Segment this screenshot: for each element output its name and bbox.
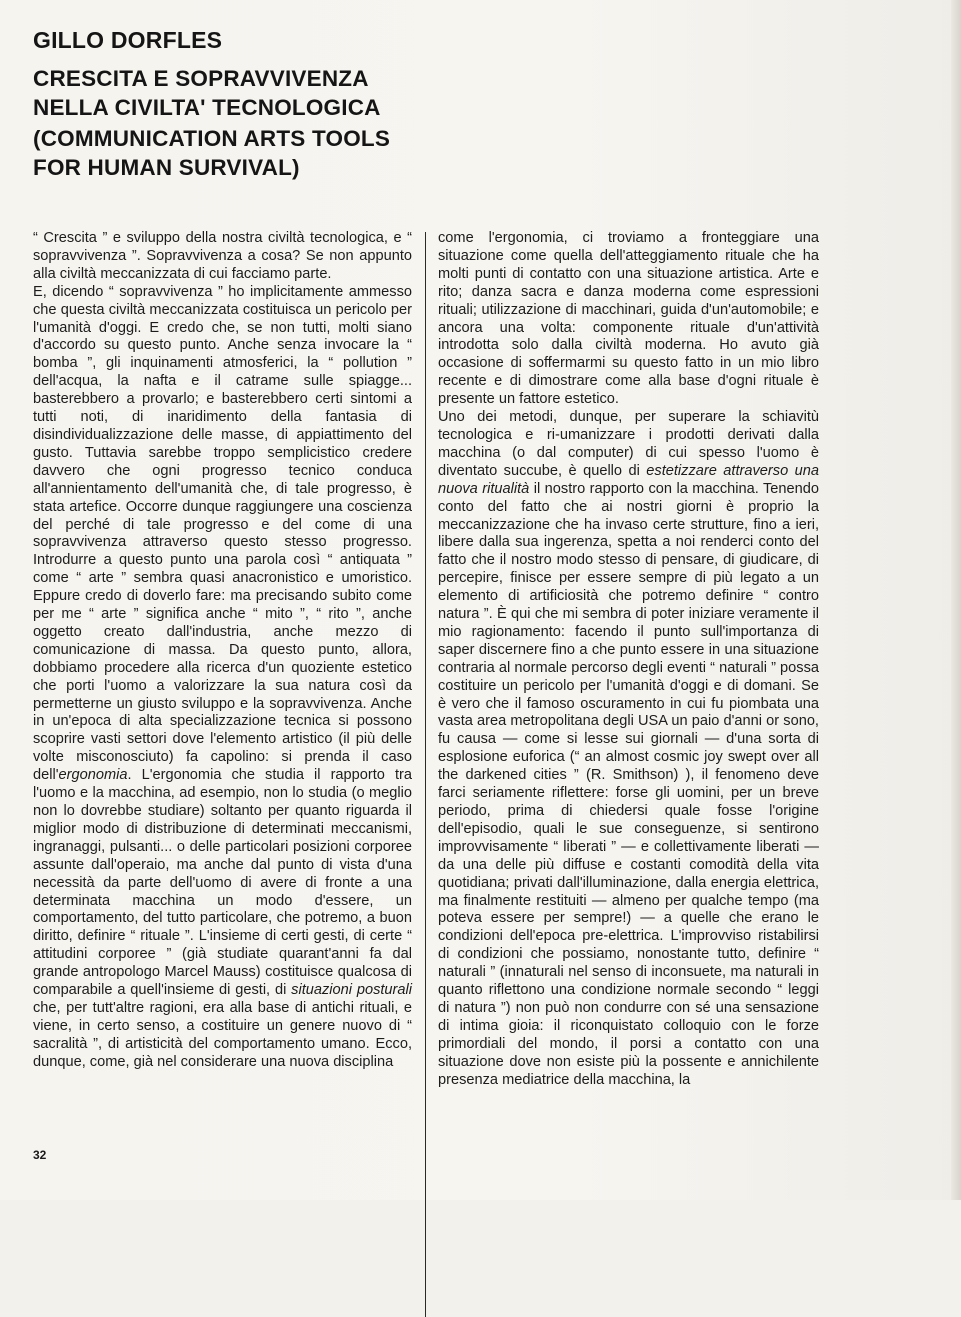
title-italian-line-1: CRESCITA E SOPRAVVIVENZA (33, 66, 369, 91)
paragraph: come l'ergonomia, ci troviamo a fronteggiare una situazione come quella dell'atteggiamento rituale che ha molti punti di contatto con una situazione artistica. Arte e rito; danza sacra e danza moderna come espressioni rituali; utilizzazione di macchinari, guida d'un'automobile; e ancora una volta: componente rituale d'un'attività introdotta solo dalla civiltà moderna. Ho avuto già occasione di soffermarmi su questo fatto in un mio libro recente e di dimostrare come alla base d'ogni rituale è presente un fattore estetico. (438, 230, 819, 408)
paragraph-text: E, dicendo “ sopravvivenza ” ho implicitamente ammesso che questa civiltà meccanizzata costituisca un pericolo per l'umanità d'oggi. E credo che, se non tutti, molti siano d'accordo su questo punto. Anche senza invocare la “ bomba ”, gli inquinamenti atmosferici, la “ pollution ” dell'acqua, la nafta e il catrame sulle spiagge... basterebbero a provarlo; e basterebbero certi sintomi a tutti noti, di inaridimento della fantasia di disindividualizzazione delle masse, di appiattimento del gusto. Tuttavia sarebbe troppo semplicistico credere davvero che ogni progresso tecnico conduca all'annientamento dell'umanità che, di tale progresso, è stata artefice. Occorre dunque raggiungere una coscienza del perché di tale progresso e del come di una sopravvivenza attraverso questo stesso progresso. Introdurre a questo punto una parola così “ antiquata ” come “ arte ” sembra quasi anacronistico e umoristico. Eppure credo di doverlo fare: ma precisando subito come per me “ arte ” significa anche “ mito ”, “ rito ”, anche oggetto creato dall'industria, anche mezzo di comunicazione di massa. Da questo punto, allora, dobbiamo procedere alla ricerca d'un quoziente estetico che porti l'uomo a valorizzare la sua natura così da permetterne un giusto sviluppo e la sopravvivenza. Anche in un'epoca di alta specializzazione tecnica si possono scoprire vasti settori dove l'elemento artistico (il più delle volte misconosciuto) fa capolino: si prenda il caso dell' (33, 283, 412, 784)
paragraph (33, 284, 412, 1072)
paragraph (438, 409, 819, 1089)
paragraph-text: . L'ergonomia che studia il rapporto tra l'uomo e la macchina, ad esempio, non lo studia (o meglio non lo dovrebbe studiare) soltanto per quanto riguarda il miglior modo di distribuzione di determinati meccanismi, ingranaggi, pulsanti... o delle particolari posizioni corporee assunte dall'operaio, ma anche dal punto di vista d'una necessità da parte dell'uomo di avere di fronte a una determinata macchina un modo d'essere, un comportamento, del tutto particolare, che potremo, a buon diritto, definire “ rituale ”. L'insieme di certi gesti, di certe “ attitudini corporee ” (già studiate quarant'anni fa dal grande antropologo Marcel Mauss) costituisce qualcosa di comparabile a quell'insieme di gesti, di (33, 767, 412, 999)
author-name: GILLO DORFLES (33, 27, 223, 53)
text-column-right (438, 230, 819, 1090)
title-english-line-1: (COMMUNICATION ARTS TOOLS (33, 126, 391, 151)
emphasis-text: estetizzare attraverso una nuova ritualità (438, 462, 819, 497)
title-italian-line-2: NELLA CIVILTA' TECNOLOGICA (33, 95, 381, 120)
page-number: 32 (33, 1148, 47, 1162)
article-title-english (33, 124, 453, 182)
page-edge-shadow (951, 0, 961, 1200)
emphasis-text: ergonomia (58, 767, 128, 784)
title-english-line-2: FOR HUMAN SURVIVAL) (33, 155, 300, 180)
paragraph-text: il nostro rapporto con la macchina. Tenendo conto del fatto che ai nostri giorni è proprio la meccanizzazione che ha invaso certe strutture, fino a ieri, libere dalla sua ingerenza, spetta a noi renderci conto del fatto che il nostro modo stesso di pensare, di giudicare, di percepire, finisce per essere sempre di più legato a un elemento di artificiosità che potremo definire “ contro natura ”. È qui che mi sembra di poter iniziare veramente il mio ragionamento: facendo il punto sull'importanza di saper discernere fino a che punto essere in una situazione contraria al normale percorso degli eventi “ naturali ” possa costituire un pericolo per l'umanità d'oggi e di domani. Se è vero che il famoso oscuramento in cui fu piombata una vasta area metropolitana degli USA un paio d'anni or sono, fu causa — come si lesse sui giornali — d'una sorta di esplosione euforica (“ an almost cosmic joy swept over all the darkened cities ” (R. Smithson) ), il fenomeno deve farci seriamente riflettere: forse gli uomini, per un breve periodo, prima di chiedersi quale fosse l'origine dell'episodio, quali le sue conseguenze, si sentirono improvvisamente “ liberati ” — e collettivamente liberati — da una delle più diffuse e costanti comodità della vita quotidiana; privati dall'illuminazione, dalla energia elettrica, ma finalmente restituiti — almeno per qualche tempo (ma poteva essere per sempre!) — a quelle che erano le condizioni dell'epoca pre-elettrica. L'improvviso ristabilirsi di condizioni che possiamo, nonostante tutto, definire “ naturali ” (innaturali nel senso di inconsuete, ma naturali in quanto riflettono una condizione normale secondo “ leggi di natura ”) non può non condurre con sé una sensazione di intima gioia: il riconquistato colloquio con le forze primordiali del mondo, il porsi a contatto con una situazione dove non esiste più la possente e annichilente presenza mediatrice della macchina, la (438, 480, 819, 1088)
text-column-left (33, 230, 412, 1072)
paragraph-text: che, per tutt'altre ragioni, era alla base di antichi rituali, e viene, in certo senso, a costituire un genere nuovo di “ sacralità ”, di artisticità del comportamento umano. Ecco, dunque, come, già nel considerare una nuova disciplina (33, 999, 412, 1070)
column-divider (425, 232, 426, 1317)
paragraph: “ Crescita ” e sviluppo della nostra civiltà tecnologica, e “ sopravvivenza ”. Sopravvivenza a cosa? Se non appunto alla civiltà meccanizzata di cui facciamo parte. (33, 230, 412, 282)
emphasis-text: situazioni posturali (291, 982, 412, 999)
paragraph-text: Uno dei metodi, dunque, per superare la schiavitù tecnologica e ri-umanizzare i prodotti derivati dalla macchina (o dal computer) di cui spesso l'uomo è diventato succube, è quello di (438, 409, 819, 479)
article-title-italian (33, 64, 453, 122)
